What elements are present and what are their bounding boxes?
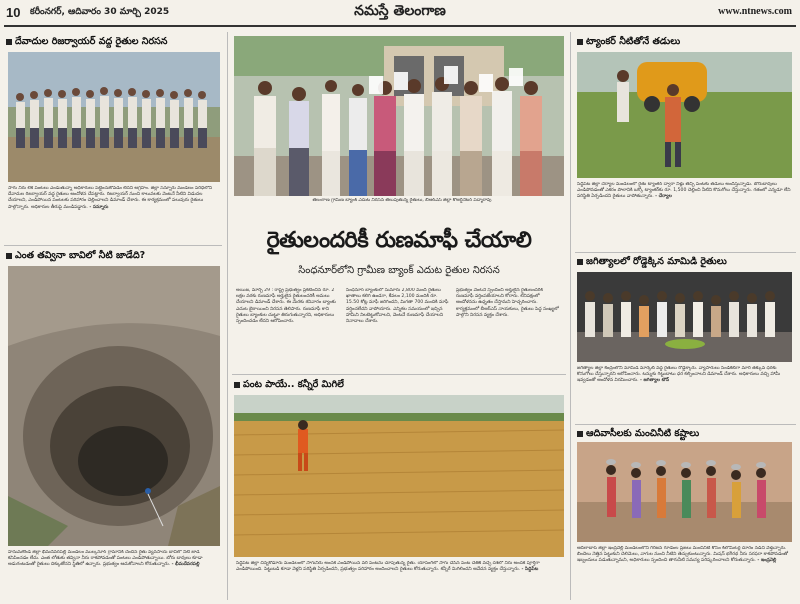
mango-photo [577,272,792,362]
water-woes-headline: ఆదివాసీలకు మంచినీటి కష్టాలు [577,428,699,441]
tanker-headline: ట్యాంకర్ నీటితోనే తడులు [577,36,680,49]
dateline: కరీంనగర్, ఆదివారం 30 మార్చి 2025 [30,7,170,17]
crop-loss-headline: పంట పాయే.. కన్నీరే మిగిలే [234,379,344,392]
crop-loss-photo [234,395,564,557]
water-woes-photo [577,442,792,542]
divider [575,424,796,425]
website: www.ntnews.com [718,6,792,17]
mango-caption: జగిత్యాల జిల్లా కేంద్రంలోని మామిడి మార్కెట్ వద్ద రైతులు రోడ్డెక్కారు. వ్యాపారులు సిండికేట్‌గా మారి తక్కువ ధరకు కొనుగోలు చేస్తున్నారని ఆరోపించారు. టన్నుకు గిట్టుబాటు ధర కల్పించాలని డిమాండ్ చేశారు. అధికారులు వచ్చి హామీ ఇవ్వడంతో ఆందోళన విరమించారు. - జగిత్యాల టౌన్ [577,366,781,384]
well-article [4,248,222,600]
headline-bullet [6,253,12,259]
loan-waiver-subheadline: సింధనూర్‌లోని గ్రామీణ బ్యాంక్ ఎదుట రైతుల నిరసన [298,265,500,276]
devadula-headline: దేవాదుల రిజర్వాయర్ వద్ద రైతుల నిరసన [6,36,167,49]
headline-bullet [234,382,240,388]
mango-headline: జగిత్యాలలో రోడ్డెక్కిన మామిడి రైతులు [577,256,727,269]
headline-bullet [577,431,583,437]
headline-bullet [577,39,583,45]
divider [232,374,566,375]
header-rule [4,25,796,27]
page-number: 10 [6,5,21,20]
loan-waiver-col3: ప్రభుత్వం వెంటనే స్పందించి అర్హులైన రైతులందరికీ రుణమాఫీ వర్తింపజేయాలని కోరారు. లేనిపక్షంలో ఆందోళనను ఉధృతం చేస్తామని హెచ్చరించారు. కార్యక్రమంలో బీఆర్ఎస్ నాయకులు, రైతులు పెద్ద సంఖ్యలో పాల్గొని నిరసన వ్యక్తం చేశారు. [456,288,559,318]
loan-waiver-article [232,32,566,372]
divider [575,252,796,253]
tanker-photo [577,52,792,178]
loan-waiver-photo [234,36,564,196]
well-body: హనుమకొండ జిల్లా భీమదేవరపల్లి మండలం ముల్కనూర్ గ్రామానికి చెందిన రైతు వ్యవసాయ బావిలో నీటి జాడ కనిపించడం లేదు. ఎంత లోతుకు తవ్వినా నీరు రాకపోవడంతో పంటలు ఎండిపోతున్నాయి. బోరు బావులు కూడా అడుగంటడంతో రైతులు దిక్కుతోచని స్థితిలో ఉన్నారు. ప్రభుత్వం ఆదుకోవాలని కోరుతున్నారు. - భీమదేవరపల్లి [8,550,203,568]
masthead: నమస్తే తెలంగాణ [354,3,446,19]
column-divider-right [570,32,571,600]
crop-loss-caption: సిద్దిపేట జిల్లా చిన్నకోడూరు మండలంలో సాగునీరు అందక ఎండిపోయిన వరి పంటను చూపుతున్న రైతు. యాసంగిలో సాగు చేసిన పంట చేతికి వచ్చే దశలో నీరు అందక పూర్తిగా ఎండిపోయింది. పెట్టుబడి కూడా వెళ్లని పరిస్థితి ఏర్పడిందని, ప్రభుత్వం పరిహారం అందించాలని రైతులు కోరుతున్నారు. కన్నీరే మిగిలిందని ఆవేదన వ్యక్తం చేస్తున్నారు. - సిద్దిపేట [236,561,540,573]
loan-waiver-photo-caption: తెలంగాణ గ్రామీణ బ్యాంక్ ఎదుట నిరసన తెలుపుతున్న రైతులు, బీఆర్ఎస్ జిల్లా కోఆర్డినేటర్ పద్మారావు [312,198,492,203]
headline-bullet [577,259,583,265]
loan-waiver-col1: అయిజ, మార్చి 29 : రాష్ట్ర ప్రభుత్వం ప్రకటించిన రూ. 2 లక్షల వరకు రుణమాఫీ అర్హులైన రైతులందరికీ అమలు చేయాలని డిమాండ్ చేశారు. ఈ మేరకు శనివారం బ్యాంకు ఎదుట బైఠాయించి నిరసన తెలిపారు. రుణమాఫీ కాని రైతులు బ్యాంకుల చుట్టూ తిరుగుతున్నారని, అధికారులు స్పందించడం లేదని ఆరోపించారు. [236,288,336,325]
crop-loss-article [232,377,566,600]
water-woes-caption: ఆదిలాబాద్ జిల్లా ఇంద్రవెల్లి మండలంలోని గిరిజన గూడెంల ప్రజలు మంచినీటి కోసం కిలోమీటర్ల దూరం నడిచి వెళ్తున్నారు. బిందెలు నెత్తిన పెట్టుకుని చెలిమెలు, వాగుల నుంచి నీటిని తెచ్చుకుంటున్నారు. మిషన్ భగీరథ నీరు సరఫరా కాకపోవడంతో ఇబ్బందులు పడుతున్నామని, అధికారులు స్పందించి తాగునీటి సమస్య పరిష్కరించాలని కోరుతున్నారు. - ఇంద్రవెల్లి [577,546,789,564]
devadula-body: సాగు నీరు లేక పంటలు ఎండుతున్నా అధికారులు పట్టించుకోవడం లేదని ఆగ్రహం. జిల్లా సన్నూరు మండలం పరిధిలోని దేవాదుల రిజర్వాయర్ వద్ద రైతులు ఆందోళన చేపట్టారు. రిజర్వాయర్ నుంచి కాలువలకు వెంటనే నీటిని విడుదల చేయాలని, ఎండిపోయిన పంటలకు పరిహారం చెల్లించాలని డిమాండ్ చేశారు. ఈ కార్యక్రమంలో పలువురు రైతులు పాల్గొన్నారు. అధికారుల తీరుపై మండిపడ్డారు. - సన్నూరు [8,186,213,210]
loan-waiver-col2: సింధనూర్ బ్యాంకులో సుమారు 2,800 మంది రైతులు ఖాతాలు కలిగి ఉండగా, కేవలం 2,100 మందికి రూ. 15.50 కోట్ల మాఫీ జరిగిందని, మిగతా 700 మందికి మాఫీ వర్తించలేదని వాపోయారు. ఎన్నికల సమయంలో ఇచ్చిన హామీని నిలబెట్టుకోవాలని, వెంటనే రుణమాఫీ చేయాలని నినాదాలు చేశారు. [346,288,449,325]
devadula-photo [8,52,220,182]
headline-bullet [6,39,12,45]
well-photo [8,266,220,546]
tanker-caption: సిద్దిపేట జిల్లా చేర్యాల మండలంలో రైతు ట్యాంకర్ ద్వారా నీళ్లు తెచ్చి పంటకు తడులు అందిస్తున్నాడు. బోరుబావులు ఎండిపోవడంతో ఎకరం పొలానికి ఒక్కో ట్యాంకర్‌కు రూ. 1,500 చెల్లించి నీటిని కొనుగోలు చేస్తున్నారు. గతంలో ఎన్నడూ లేని పరిస్థితి ఏర్పడిందని రైతులు వాపోతున్నారు. - చేర్యాల [577,182,791,200]
mango-article [575,254,796,424]
water-woes-article [575,426,796,600]
tanker-article [575,32,796,250]
loan-waiver-headline: రైతులందరికీ రుణమాఫీ చేయాలి [266,228,532,253]
well-headline: ఎంత తవ్వినా బావిలో నీటి జాడేది? [6,250,145,263]
divider [4,245,222,246]
page-header [0,0,800,26]
devadula-article [4,32,222,242]
column-divider-left [227,32,228,600]
